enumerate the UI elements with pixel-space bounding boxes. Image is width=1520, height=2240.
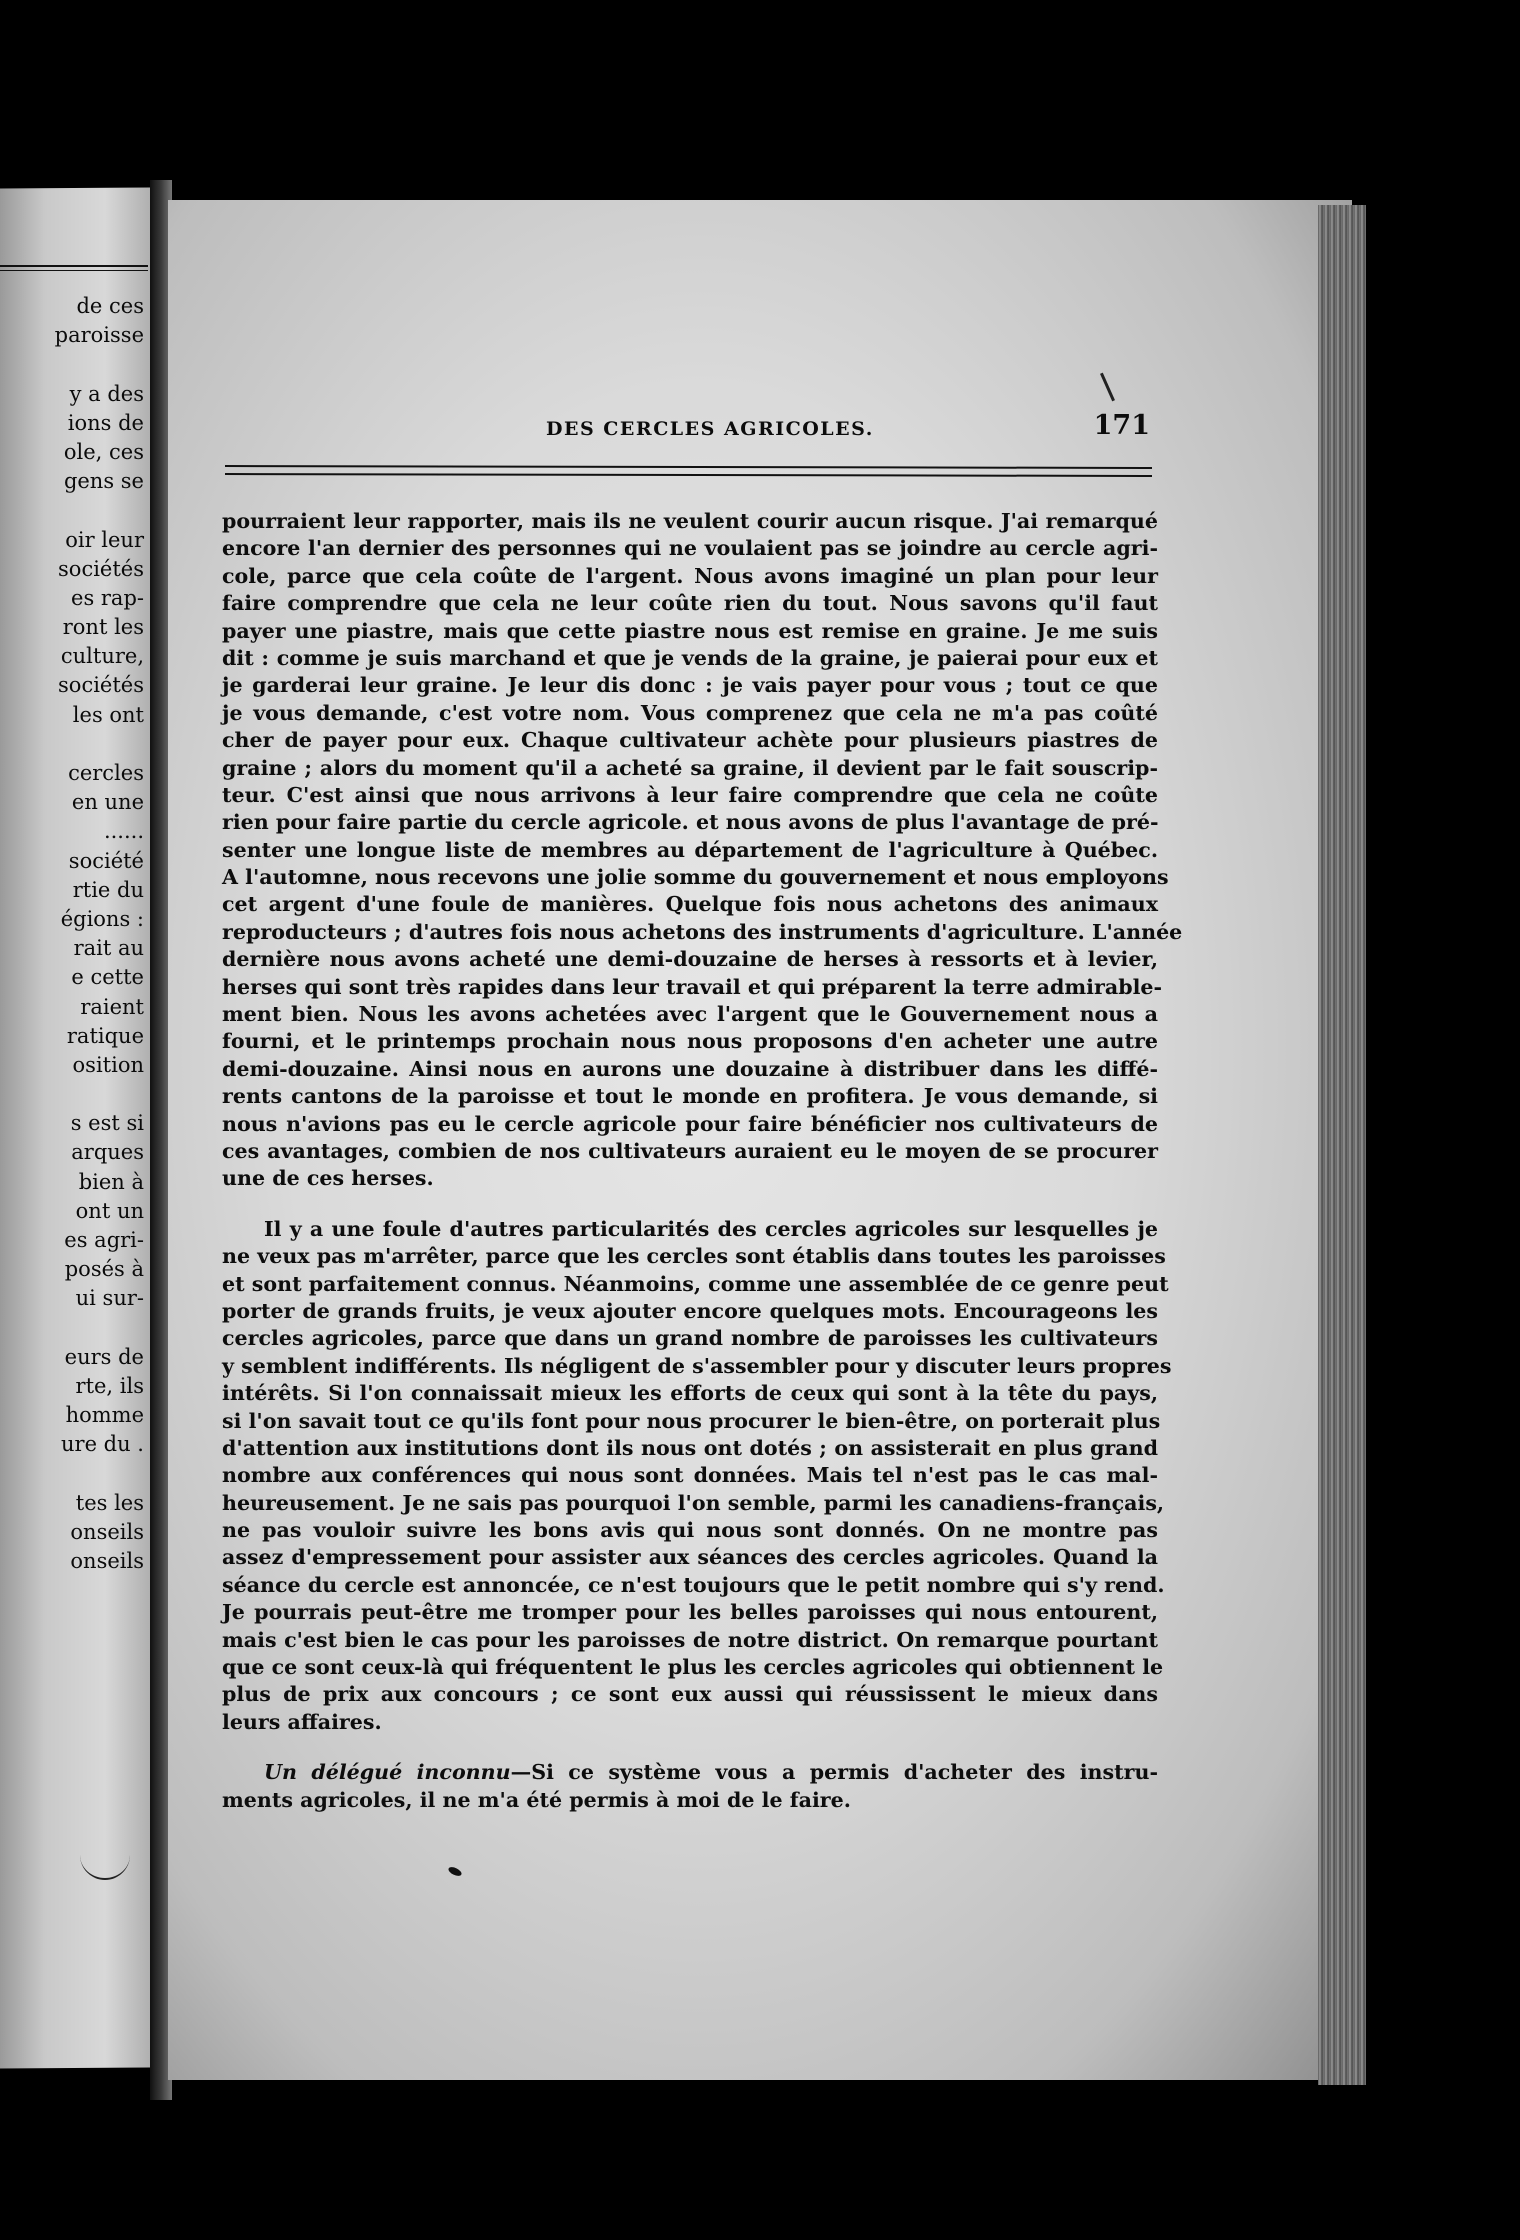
- speaker-text: —Si ce système vous a permis d'acheter des instru-: [510, 1760, 1158, 1785]
- previous-page-line: ole, ces: [63, 439, 144, 464]
- text-line: heureusement. Je ne sais pas pourquoi l'on semble, parmi les canadiens-français,: [222, 1490, 1165, 1515]
- text-line: encore l'an dernier des personnes qui ne voulaient pas se joindre au cercle agri-: [222, 536, 1158, 561]
- text-line: cercles agricoles, parce que dans un grand nombre de paroisses les cultivateurs: [222, 1326, 1158, 1351]
- text-line: si l'on savait tout ce qu'ils font pour nous procurer le bien-être, on porterait plus: [222, 1408, 1161, 1433]
- previous-page-line: arques: [71, 1140, 144, 1165]
- previous-page-line: en une: [71, 790, 144, 815]
- previous-page-line: ......: [103, 819, 144, 844]
- previous-page-line: onseils: [70, 1549, 144, 1574]
- text-line: nous n'avions pas eu le cercle agricole pour faire bénéficier nos cultivateurs de: [222, 1111, 1158, 1136]
- page-header: [228, 410, 1158, 450]
- text-line: nombre aux conférences qui nous sont données. Mais tel n'est pas le cas mal-: [222, 1463, 1158, 1488]
- text-line: dit : comme je suis marchand et que je vends de la graine, je paierai pour eux et: [222, 645, 1158, 670]
- previous-page-line: gens se: [63, 469, 144, 494]
- previous-page-line: tes les: [75, 1490, 144, 1515]
- previous-page-line: osition: [72, 1052, 144, 1077]
- text-line: cole, parce que cela coûte de l'argent. Nous avons imaginé un plan pour leur: [222, 563, 1158, 588]
- previous-page-line: ure du .: [61, 1432, 144, 1457]
- text-line: je garderai leur graine. Je leur dis donc : je vais payer pour vous ; tout ce que: [222, 673, 1158, 698]
- text-line: d'attention aux institutions dont ils nous ont dotés ; on assisterait en plus grand: [222, 1435, 1158, 1460]
- speaker-name: Un délégué inconnu: [264, 1760, 511, 1785]
- text-line: fourni, et le printemps prochain nous nous proposons d'en acheter une autre: [222, 1029, 1158, 1054]
- text-line: ces avantages, combien de nos cultivateurs auraient eu le moyen de se procurer: [222, 1138, 1158, 1163]
- text-line: y semblent indifférents. Ils négligent de s'assembler pour y discuter leurs propres: [222, 1353, 1172, 1378]
- text-line: payer une piastre, mais que cette piastre nous est remise en graine. Je me suis: [222, 618, 1158, 643]
- text-line: intérêts. Si l'on connaissait mieux les efforts de ceux qui sont à la tête du pays,: [222, 1381, 1158, 1406]
- previous-page-line: [0, 1080, 150, 1109]
- text-line: dernière nous avons acheté une demi-douzaine de herses à ressorts et à levier,: [222, 947, 1158, 972]
- text-line: rents cantons de la paroisse et tout le monde en profitera. Je vous demande, si: [222, 1084, 1158, 1109]
- previous-page-line: bien à: [78, 1169, 144, 1194]
- previous-page-line: oir leur: [65, 527, 144, 552]
- text-line: pourraient leur rapporter, mais ils ne veulent courir aucun risque. J'ai remarqué: [222, 509, 1158, 533]
- previous-page-line: posés à: [64, 1257, 144, 1282]
- text-line: rien pour faire partie du cercle agricole. et nous avons de plus l'avantage de pré-: [222, 810, 1159, 835]
- text-line: cher de payer pour eux. Chaque cultivateur achète pour plusieurs piastres de: [222, 728, 1158, 753]
- page-edges: [1318, 205, 1366, 2085]
- paragraph: [222, 1216, 1172, 1736]
- text-line: Il y a une foule d'autres particularités des cercles agricoles sur lesquelles je: [264, 1216, 1158, 1241]
- previous-page-line: homme: [65, 1403, 144, 1428]
- previous-page-line: [0, 496, 150, 525]
- previous-page-line: de ces: [76, 294, 144, 318]
- previous-page-line: rait au: [73, 936, 144, 961]
- text-line: que ce sont ceux-là qui fréquentent le plus les cercles agricoles qui obtiennent le: [222, 1655, 1164, 1680]
- text-line: teur. C'est ainsi que nous arrivons à leur faire comprendre que cela ne coûte: [222, 782, 1158, 807]
- text-line: reproducteurs ; d'autres fois nous achetons des instruments d'agriculture. L'année: [222, 919, 1183, 944]
- previous-page-line: onseils: [70, 1519, 144, 1544]
- previous-page-line: ions de: [67, 410, 144, 435]
- paragraph: [222, 1759, 1158, 1814]
- previous-page-line: es agri-: [64, 1228, 144, 1252]
- text-line: une de ces herses.: [222, 1166, 434, 1191]
- previous-page-line: [0, 730, 150, 759]
- previous-page-line: culture,: [60, 644, 144, 669]
- previous-page-line: société: [68, 848, 144, 873]
- previous-page-line: rtie du: [72, 877, 144, 902]
- previous-page-line: [0, 350, 150, 379]
- previous-page-line: s est si: [70, 1111, 144, 1136]
- text-line: graine ; alors du moment qu'il a acheté sa graine, il devient par le fait souscrip-: [222, 755, 1158, 780]
- text-line: ne veux pas m'arrêter, parce que les cercles sont établis dans toutes les paroisses: [222, 1244, 1166, 1269]
- paragraph: [222, 508, 1183, 1193]
- previous-page-line: raient: [80, 994, 144, 1019]
- text-line: A l'automne, nous recevons une jolie somme du gouvernement et nous employons: [222, 865, 1169, 890]
- previous-page-line: sociétés: [58, 673, 144, 698]
- text-line: plus de prix aux concours ; ce sont eux aussi qui réussissent le mieux dans: [222, 1682, 1158, 1707]
- text-line: senter une longue liste de membres au département de l'agriculture à Québec.: [222, 837, 1158, 862]
- text-line: mais c'est bien le cas pour les paroisses de notre district. On remarque pourtant: [222, 1627, 1158, 1652]
- previous-page-line: eurs de: [64, 1344, 144, 1369]
- previous-page-line: es rap-: [71, 585, 144, 610]
- text-line: Je pourrais peut-être me tromper pour les belles paroisses qui nous entourent,: [222, 1600, 1158, 1625]
- header-rule: [225, 465, 1152, 477]
- previous-page-line: ont un: [75, 1198, 144, 1223]
- text-line: demi-douzaine. Ainsi nous en aurons une douzaine à distribuer dans les diffé-: [222, 1056, 1158, 1081]
- previous-page-header-rule: [0, 265, 148, 271]
- text-line: et sont parfaitement connus. Néanmoins, comme une assemblée de ce genre peut: [222, 1271, 1169, 1296]
- running-title: DES CERCLES AGRICOLES.: [546, 418, 874, 440]
- previous-page-line: rte, ils: [75, 1373, 144, 1398]
- body-text: [222, 508, 1183, 1814]
- text-line: séance du cercle est annoncée, ce n'est toujours que le petit nombre qui s'y rend.: [222, 1572, 1165, 1597]
- previous-page-line: y a des: [69, 381, 144, 406]
- text-line: leurs affaires.: [222, 1709, 382, 1734]
- previous-page-line: [0, 1314, 150, 1343]
- previous-page-line: ui sur-: [75, 1286, 144, 1311]
- previous-page-line: e cette: [71, 965, 144, 990]
- text-line: faire comprendre que cela ne leur coûte rien du tout. Nous savons qu'il faut: [222, 591, 1158, 616]
- previous-page-line: égions :: [60, 906, 144, 931]
- previous-page-line: les ont: [72, 702, 144, 727]
- text-line: ments agricoles, il ne m'a été permis à moi de le faire.: [222, 1787, 851, 1812]
- page-number: 171: [1093, 410, 1150, 441]
- text-line: assez d'empressement pour assister aux séances des cercles agricoles. Quand la: [222, 1545, 1158, 1570]
- previous-page-line: sociétés: [58, 556, 144, 581]
- previous-page-text-fragment: [0, 292, 150, 1576]
- previous-page-line: [0, 1460, 150, 1489]
- previous-page-line: ratique: [66, 1023, 144, 1048]
- text-line: ne pas vouloir suivre les bons avis qui nous sont donnés. On ne montre pas: [222, 1518, 1158, 1543]
- text-line: herses qui sont très rapides dans leur travail et qui préparent la terre admirable-: [222, 974, 1163, 999]
- text-line: ment bien. Nous les avons achetées avec l'argent que le Gouvernement nous a: [222, 1002, 1158, 1027]
- text-line: je vous demande, c'est votre nom. Vous comprenez que cela ne m'a pas coûté: [222, 700, 1158, 725]
- text-line: [222, 1759, 1158, 1786]
- text-line: porter de grands fruits, je veux ajouter encore quelques mots. Encourageons les: [222, 1298, 1158, 1323]
- previous-page-line: ront les: [62, 615, 144, 640]
- previous-page-line: cercles: [68, 761, 144, 785]
- previous-page-line: paroisse: [54, 323, 144, 348]
- text-line: cet argent d'une foule de manières. Quelque fois nous achetons des animaux: [222, 892, 1158, 917]
